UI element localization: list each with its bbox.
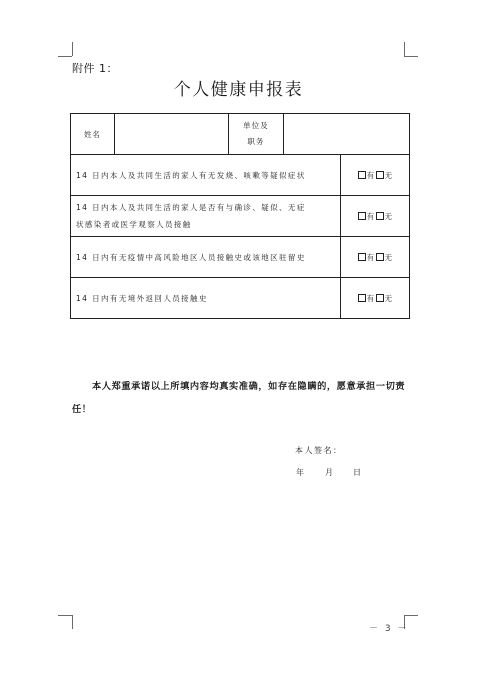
question-cell: [71, 155, 341, 196]
checkbox-no[interactable]: [376, 253, 384, 261]
option-no-label: 无: [384, 252, 393, 262]
option-yes-label: 有: [366, 170, 375, 180]
attachment-label: 附件 1：: [72, 62, 118, 75]
checkbox-no[interactable]: [376, 294, 384, 302]
checkbox-no[interactable]: [376, 171, 384, 179]
crop-mark-bottom-right-h: [404, 615, 418, 616]
table-row-personal-info: [71, 114, 410, 155]
date-day-label: 日: [353, 468, 361, 477]
crop-mark-top-left-h: [58, 56, 72, 57]
checkbox-no[interactable]: [376, 212, 384, 220]
checkbox-yes[interactable]: [358, 253, 366, 261]
crop-mark-bottom-left-h: [58, 615, 72, 616]
option-no-label: 无: [384, 211, 393, 221]
crop-mark-top-right-h: [404, 56, 418, 57]
checkbox-yes[interactable]: [358, 294, 366, 302]
question-text: 14 日内有无境外返回人员接触史: [76, 293, 208, 303]
question-cell: [71, 278, 341, 319]
unit-label-line1: 单位及: [243, 121, 269, 130]
unit-label: [228, 114, 284, 155]
table-row: [71, 278, 410, 319]
option-no-label: 无: [384, 293, 393, 303]
checkbox-yes[interactable]: [358, 171, 366, 179]
crop-mark-bottom-left-v: [72, 615, 73, 629]
table-row: [71, 237, 410, 278]
option-cell: [341, 155, 410, 196]
date-year-label: 年: [296, 468, 304, 477]
unit-field[interactable]: [284, 114, 410, 155]
health-declaration-table: [70, 113, 410, 319]
page-title: 个人健康申报表: [173, 80, 304, 100]
name-field[interactable]: [114, 114, 228, 155]
option-cell: [341, 196, 410, 237]
crop-mark-top-left-v: [72, 42, 73, 56]
question-text-line2: 状感染者或医学观察人员接触: [76, 220, 192, 229]
table-row: [71, 155, 410, 196]
crop-mark-top-right-v: [404, 42, 405, 56]
question-cell: [71, 196, 341, 237]
question-text-line1: 14 日内本人及共同生活的家人是否有与确诊、疑似、无症: [76, 203, 306, 212]
table-row: [71, 196, 410, 237]
option-no-label: 无: [384, 170, 393, 180]
promise-statement: 本人郑重承诺以上所填内容均真实准确，如存在隐瞒的，愿意承担一切责任！: [72, 381, 406, 415]
date-month-label: 月: [325, 468, 333, 477]
option-yes-label: 有: [366, 211, 375, 221]
checkbox-yes[interactable]: [358, 212, 366, 220]
question-text: 14 日内有无疫情中高风险地区人员接触史或该地区驻留史: [76, 252, 306, 262]
page-number: － 3 －: [369, 624, 409, 634]
question-text: 14 日内本人及共同生活的家人有无发烧、咳嗽等疑似症状: [76, 170, 306, 180]
unit-label-line2: 职务: [247, 137, 265, 146]
option-yes-label: 有: [366, 252, 375, 262]
question-cell: [71, 237, 341, 278]
signature-label: 本人签名：: [295, 446, 343, 455]
option-yes-label: 有: [366, 293, 375, 303]
name-label: 姓名: [71, 114, 115, 155]
option-cell: [341, 237, 410, 278]
option-cell: [341, 278, 410, 319]
